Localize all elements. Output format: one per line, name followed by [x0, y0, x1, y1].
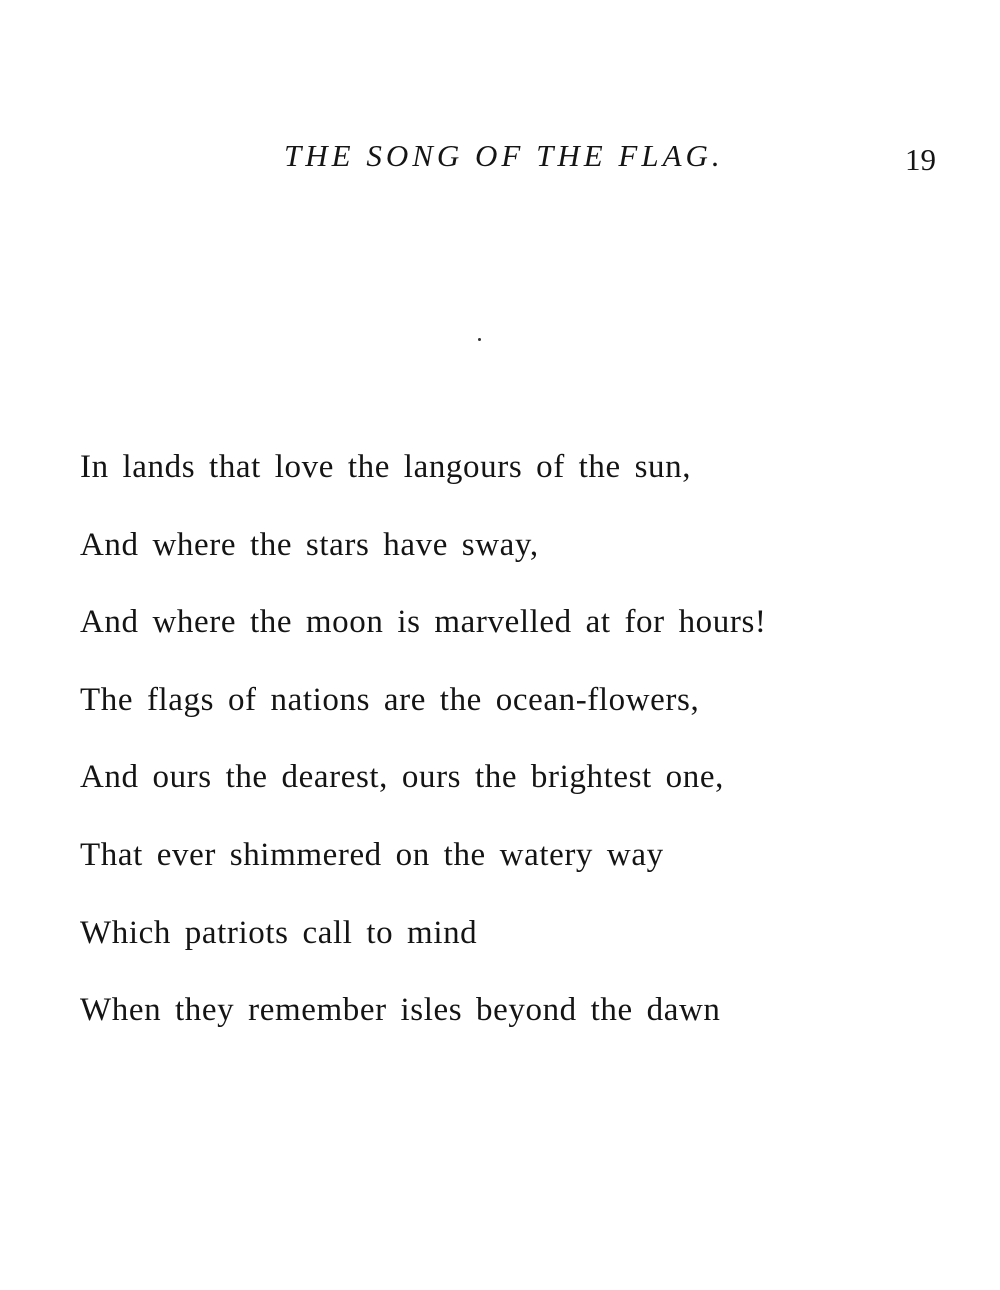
poem-line: The flags of nations are the ocean-flowers,: [80, 681, 700, 718]
poem-line: And where the moon is marvelled at for hours!: [80, 604, 767, 641]
running-title: THE SONG OF THE FLAG.: [284, 138, 724, 173]
poem-line: That ever shimmered on the watery way: [80, 836, 664, 873]
poem-line: In lands that love the langours of the sun,: [80, 449, 692, 485]
poem-line: When they remember isles beyond the dawn: [80, 992, 721, 1029]
ink-speck: [478, 338, 481, 341]
poem-line: Which patriots call to mind: [80, 914, 478, 951]
poem-stanza: [80, 440, 960, 1061]
poem-line: And where the stars have sway,: [80, 526, 539, 563]
page-number: 19: [905, 142, 936, 177]
poem-line: And ours the dearest, ours the brightest one,: [80, 759, 724, 796]
